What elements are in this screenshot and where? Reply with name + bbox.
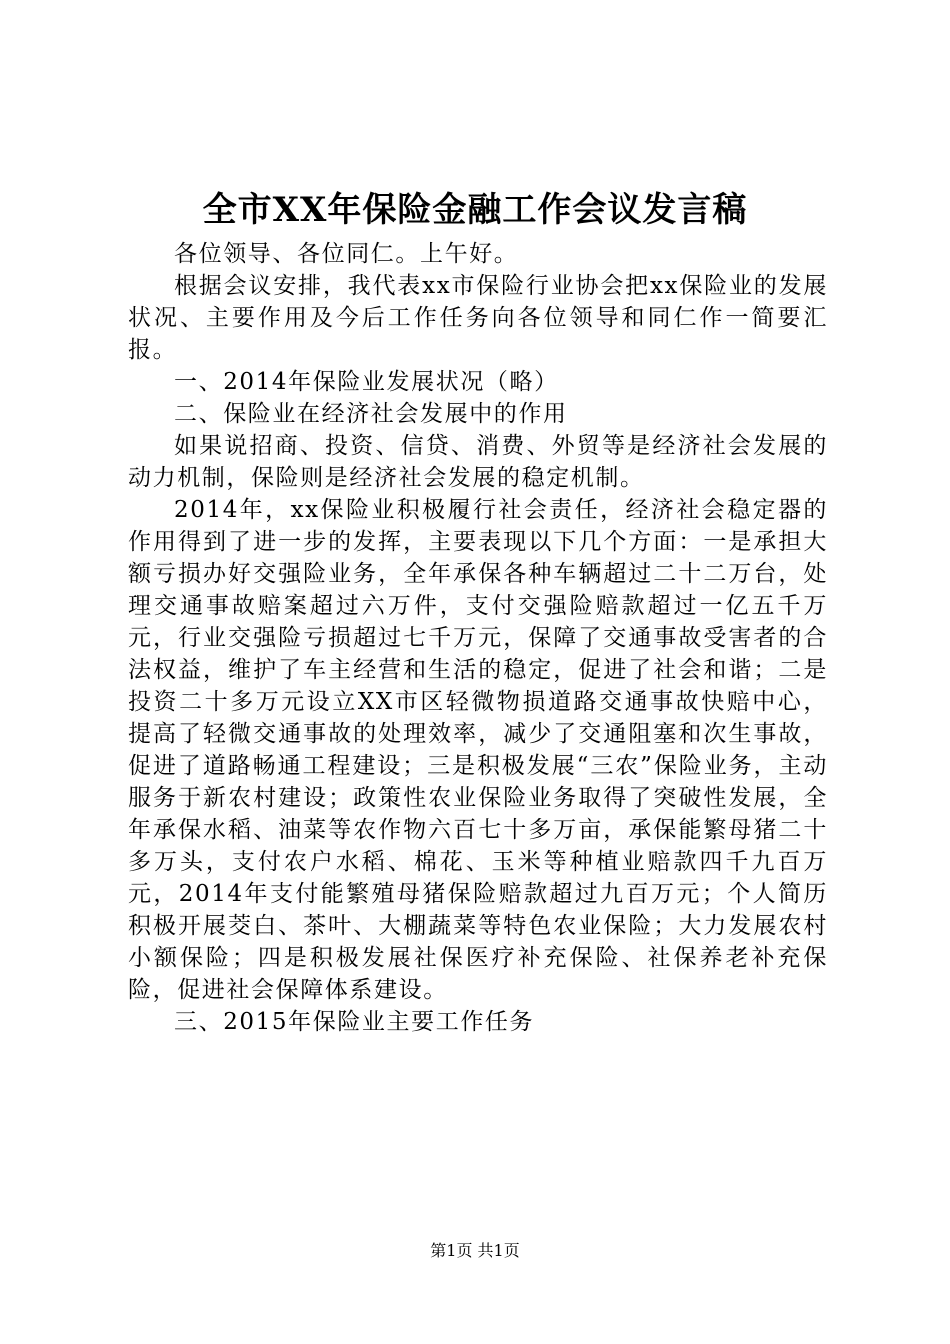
paragraph-achievements: 2014年，xx保险业积极履行社会责任，经济社会稳定器的作用得到了进一步的发挥，主要表现以下几个方面：一是承担大额亏损办好交强险业务，全年承保各种车辆超过二十二万台，处理交通事故赔案超过六万件，支付交强险赔款超过一亿五千万元，行业交强险亏损超过七千万元，保障了交通事故受害者的合法权益，维护了车主经营和生活的稳定，促进了社会和谐；二是投资二十多万元设立XX市区轻微物损道路交通事故快赔中心，提高了轻微交通事故的处理效率，减少了交通阻塞和次生事故，促进了道路畅通工程建设；三是积极发展“三农”保险业务，主动服务于新农村建设；政策性农业保险业务取得了突破性发展，全年承保水稻、油菜等农作物六百七十多万亩，承保能繁母猪二十多万头，支付农户水稻、棉花、玉米等种植业赔款四千九百万元，2014年支付能繁殖母猪保险赔款超过九百万元；个人简历积极开展茭白、茶叶、大棚蔬菜等特色农业保险；大力发展农村小额保险；四是积极发展社保医疗补充保险、社保养老补充保险，促进社会保障体系建设。 xyxy=(128,497,828,1003)
document-body xyxy=(128,238,828,1038)
section-heading-2: 二、保险业在经济社会发展中的作用 xyxy=(174,401,568,427)
paragraph-intro: 根据会议安排，我代表xx市保险行业协会把xx保险业的发展状况、主要作用及今后工作任务向各位领导和同仁作一简要汇报。 xyxy=(128,273,828,363)
page-number-footer: 第1页 共1页 xyxy=(430,1241,520,1260)
document-title: 全市XX年保险金融工作会议发言稿 xyxy=(202,190,748,230)
paragraph-greeting: 各位领导、各位同仁。上午好。 xyxy=(174,241,519,267)
paragraph-role: 如果说招商、投资、信贷、消费、外贸等是经济社会发展的动力机制，保险则是经济社会发展的稳定机制。 xyxy=(128,433,828,491)
section-heading-3: 三、2015年保险业主要工作任务 xyxy=(174,1009,535,1035)
section-heading-1: 一、2014年保险业发展状况（略） xyxy=(174,369,559,395)
